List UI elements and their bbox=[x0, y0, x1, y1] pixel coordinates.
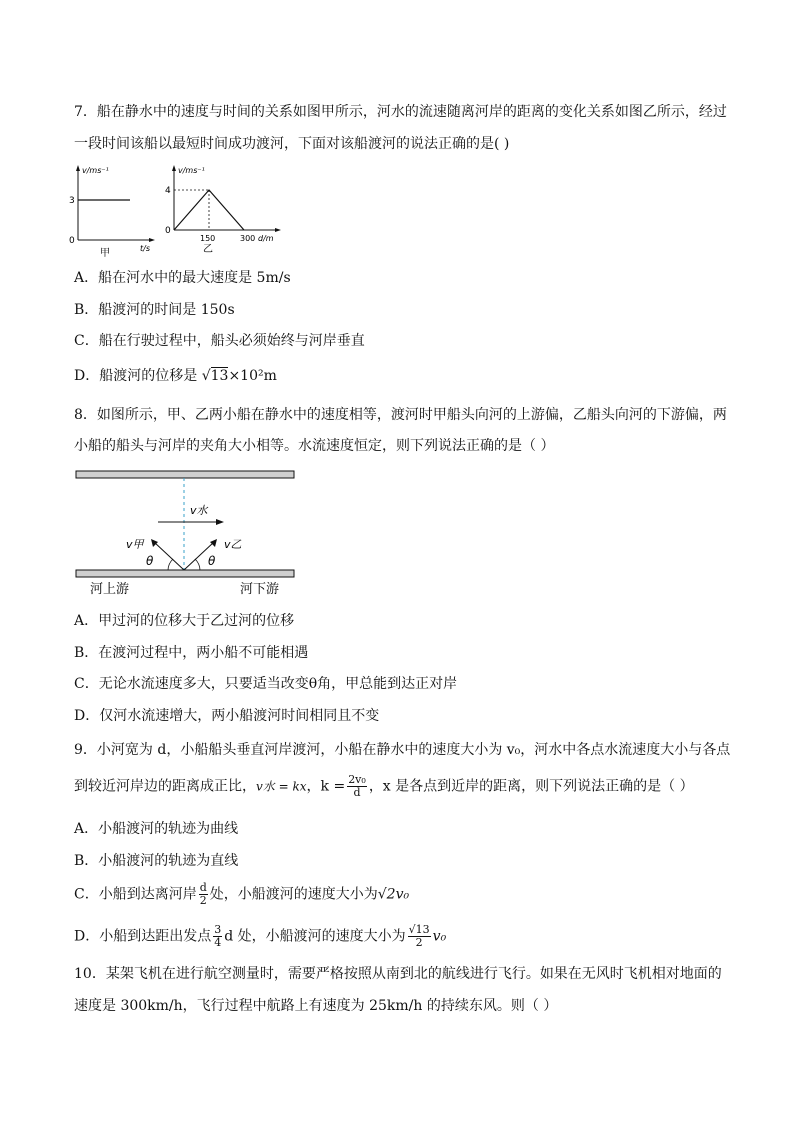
q9-c-frac-num: d bbox=[199, 881, 207, 894]
q7-yi-xlabel: d/m bbox=[258, 234, 274, 243]
q8-v-yi: v乙 bbox=[224, 538, 242, 551]
sqrt-icon: √ bbox=[201, 368, 211, 384]
q9-option-c-prefix: C．小船到达离河岸 bbox=[74, 886, 197, 903]
q7-option-b: B．船渡河的时间是 150s bbox=[74, 302, 235, 318]
q9-c-frac-den: 2 bbox=[199, 894, 207, 907]
q9-option-d-fraction bbox=[213, 924, 222, 949]
q7-yi-xtick2: 300 bbox=[240, 234, 256, 243]
q9-stem-line2 bbox=[74, 774, 694, 799]
q7-yi-ylabel: v/ms⁻¹ bbox=[178, 166, 205, 175]
far-bank bbox=[76, 471, 294, 478]
q9-stem2-b: ，x 是各点到近岸的距离，则下列说法正确的是（ ） bbox=[368, 778, 694, 795]
q8-stem-line1: 8．如图所示，甲、乙两小船在静水中的速度相等，渡河时甲船头向河的上游偏，乙船头向河的下游偏，两 bbox=[74, 407, 727, 423]
q9-d-frac-den: 4 bbox=[214, 936, 222, 949]
q9-stem2-formula1: v水 = kx bbox=[256, 779, 307, 794]
q7-jia-origin: 0 bbox=[69, 236, 75, 246]
q7-yi-origin: 0 bbox=[165, 226, 171, 236]
q8-upstream: 河上游 bbox=[90, 582, 130, 597]
q7-stem-line1: 7．船在静水中的速度与时间的关系如图甲所示，河水的流速随离河岸的距离的变化关系如图乙所示，经过 bbox=[74, 104, 727, 120]
q9-option-a: A．小船渡河的轨迹为曲线 bbox=[74, 821, 239, 837]
q9-option-c-fraction bbox=[199, 882, 208, 907]
q7-jia-caption: 甲 bbox=[100, 248, 110, 258]
q9-stem2-a: 到较近河岸边的距离成正比， bbox=[74, 778, 256, 795]
q9-option-d-prefix: D．小船到达距出发点 bbox=[74, 928, 212, 945]
q8-theta-left: θ bbox=[146, 554, 154, 568]
q9-option-d bbox=[74, 924, 446, 949]
q9-option-c bbox=[74, 882, 409, 907]
q7-option-d bbox=[74, 366, 277, 386]
q7-option-d-suffix: ×10²m bbox=[228, 368, 277, 384]
q7-yi-xtick1: 150 bbox=[200, 234, 216, 243]
q8-option-d: D．仅河水流速增大，两小船渡河时间相同且不变 bbox=[74, 708, 380, 724]
q8-river-diagram bbox=[74, 466, 298, 602]
q10-stem-line1: 10．某架飞机在进行航空测量时，需要严格按照从南到北的航线进行飞行。如果在无风时飞机相对地面的 bbox=[74, 966, 722, 982]
q8-stem-line2: 小船的船头与河岸的夹角大小相等。水流速度恒定，则下列说法正确的是（ ） bbox=[74, 438, 555, 454]
q9-k-num: 2v₀ bbox=[348, 773, 366, 786]
q7-jia-xlabel: t/s bbox=[140, 244, 150, 253]
q9-stem-line1: 9．小河宽为 d，小船船头垂直河岸渡河，小船在静水中的速度大小为 v₀，河水中各点水流速度大小与各点 bbox=[74, 742, 731, 758]
q8-option-b: B．在渡河过程中，两小船不可能相遇 bbox=[74, 645, 309, 661]
q9-option-d-suffix: v₀ bbox=[432, 928, 447, 945]
q7-graph-yi bbox=[160, 162, 284, 258]
q7-jia-ylabel: v/ms⁻¹ bbox=[82, 166, 109, 175]
q9-d-val-num: √13 bbox=[408, 923, 430, 936]
q7-yi-ytick: 4 bbox=[165, 186, 171, 196]
q8-downstream: 河下游 bbox=[240, 582, 280, 597]
q8-theta-right: θ bbox=[208, 554, 216, 568]
q7-option-c: C．船在行驶过程中，船头必须始终与河岸垂直 bbox=[74, 333, 365, 349]
q8-v-water: v水 bbox=[190, 504, 208, 517]
q9-option-d-mid: d 处，小船渡河的速度大小为 bbox=[224, 928, 406, 945]
q9-stem2-sep: ，k = bbox=[306, 778, 346, 795]
q8-v-jia: v甲 bbox=[126, 538, 144, 551]
q8-option-c: C．无论水流速度多大，只要适当改变θ角，甲总能到达正对岸 bbox=[74, 676, 458, 692]
q9-d-frac-num: 3 bbox=[214, 923, 222, 936]
q7-yi-caption: 乙 bbox=[203, 244, 213, 255]
q7-option-d-prefix: D．船渡河的位移是 bbox=[74, 368, 202, 384]
q7-jia-ytick: 3 bbox=[69, 196, 75, 206]
q9-option-c-value: √2v₀ bbox=[377, 886, 410, 903]
near-bank bbox=[76, 570, 294, 577]
q9-option-d-value-fraction bbox=[408, 924, 431, 949]
q8-option-a: A．甲过河的位移大于乙过河的位移 bbox=[74, 613, 295, 629]
q7-option-a: A．船在河水中的最大速度是 5m/s bbox=[74, 270, 291, 286]
q7-graph-jia bbox=[66, 162, 156, 258]
q9-option-c-mid: 处，小船渡河的速度大小为 bbox=[209, 886, 378, 903]
q9-k-fraction bbox=[347, 774, 367, 799]
q9-k-den: d bbox=[353, 786, 361, 799]
q9-d-val-den: 2 bbox=[415, 936, 423, 949]
q7-option-d-sqrt: 13 bbox=[210, 368, 229, 384]
q10-stem-line2: 速度是 300km/h，飞行过程中航路上有速度为 25km/h 的持续东风。则（ ） bbox=[74, 998, 558, 1014]
q7-stem-line2: 一段时间该船以最短时间成功渡河，下面对该船渡河的说法正确的是( ) bbox=[74, 136, 510, 152]
q9-option-b: B．小船渡河的轨迹为直线 bbox=[74, 853, 239, 869]
